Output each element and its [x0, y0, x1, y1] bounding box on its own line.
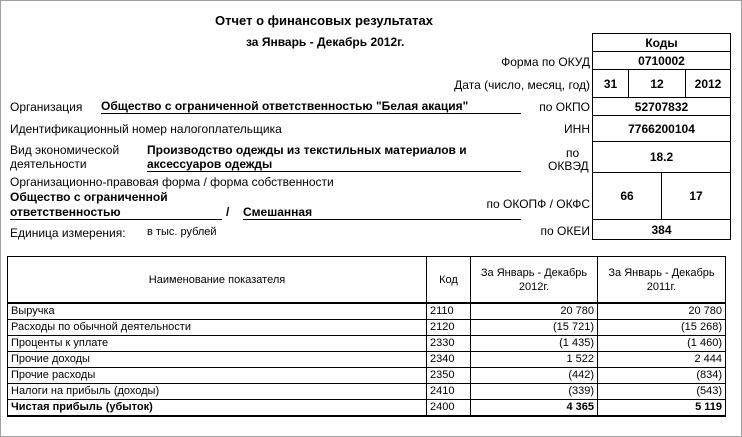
legal-form-label: Организационно-правовая форма / форма собственности — [10, 175, 334, 189]
row-name: Налоги на прибыль (доходы) — [8, 384, 427, 400]
row-current: (15 721) — [471, 320, 598, 336]
date-year: 2012 — [685, 69, 731, 98]
okopf-value: 66 — [592, 172, 662, 220]
org-value: Общество с ограниченной ответственностью "Белая акация" — [101, 99, 521, 114]
row-name: Чистая прибыль (убыток) — [8, 400, 427, 417]
date-label: Дата (число, месяц, год) — [454, 78, 590, 92]
legal-slash: / — [226, 205, 230, 219]
report-title: Отчет о финансовых результатах — [215, 13, 433, 28]
row-code: 2410 — [427, 384, 471, 400]
table-row — [8, 303, 726, 320]
inn-code-label: ИНН — [564, 122, 590, 136]
row-code: 2350 — [427, 368, 471, 384]
table-row — [8, 352, 726, 368]
report-period: за Январь - Декабрь 2012г. — [246, 35, 405, 49]
row-name: Прочие доходы — [8, 352, 427, 368]
inn-label: Идентификационный номер налогоплательщика — [10, 122, 282, 136]
row-current: (1 435) — [471, 336, 598, 352]
row-code: 2400 — [427, 400, 471, 417]
col-header-previous: За Январь - Декабрь 2011г. — [598, 257, 726, 304]
ownership-value: Смешанная — [243, 205, 521, 220]
org-label: Организация — [10, 100, 83, 114]
row-previous: 5 119 — [598, 400, 726, 417]
okud-value: 0710002 — [592, 51, 731, 70]
activity-label-2: деятельности — [10, 157, 87, 171]
row-code: 2340 — [427, 352, 471, 368]
codes-header: Коды — [592, 33, 731, 52]
table-row — [8, 336, 726, 352]
table-row-total — [8, 400, 726, 417]
col-header-current: За Январь - Декабрь 2012г. — [471, 257, 598, 304]
row-previous: (543) — [598, 384, 726, 400]
row-previous: (15 268) — [598, 320, 726, 336]
table-header-row — [8, 257, 726, 304]
okved-label-1: по — [566, 146, 580, 160]
row-previous: (1 460) — [598, 336, 726, 352]
row-current: (339) — [471, 384, 598, 400]
activity-label-1: Вид экономической — [10, 143, 120, 157]
okved-value: 18.2 — [592, 141, 731, 173]
table-row — [8, 384, 726, 400]
row-code: 2120 — [427, 320, 471, 336]
row-name: Выручка — [8, 303, 427, 320]
legal-form-value-2: ответственностью — [10, 205, 222, 220]
row-name: Проценты к уплате — [8, 336, 427, 352]
okpo-value: 52707832 — [592, 97, 731, 116]
unit-value: в тыс. рублей — [147, 226, 217, 238]
col-header-name: Наименование показателя — [8, 257, 427, 304]
row-current: 1 522 — [471, 352, 598, 368]
inn-value: 7766200104 — [592, 115, 731, 142]
date-day: 31 — [592, 69, 629, 98]
row-name: Расходы по обычной деятельности — [8, 320, 427, 336]
okei-value: 384 — [592, 219, 731, 240]
row-current: (442) — [471, 368, 598, 384]
financial-results-table — [7, 256, 726, 417]
okud-label: Форма по ОКУД — [501, 55, 590, 69]
row-current: 20 780 — [471, 303, 598, 320]
row-previous: 2 444 — [598, 352, 726, 368]
date-month: 12 — [628, 69, 686, 98]
okei-label: по ОКЕИ — [540, 224, 590, 238]
table-row — [8, 320, 726, 336]
row-name: Прочие расходы — [8, 368, 427, 384]
okopf-label: по ОКОПФ / ОКФС — [486, 197, 590, 211]
legal-form-value-1: Общество с ограниченной — [10, 190, 168, 204]
activity-value-1: Производство одежды из текстильных материалов и — [147, 143, 467, 157]
row-current: 4 365 — [471, 400, 598, 417]
table-row — [8, 368, 726, 384]
unit-label: Единица измерения: — [10, 226, 126, 240]
activity-value-2: аксессуаров одежды — [147, 157, 521, 172]
okfs-value: 17 — [661, 172, 731, 220]
row-code: 2330 — [427, 336, 471, 352]
row-previous: (834) — [598, 368, 726, 384]
okpo-label: по ОКПО — [539, 100, 590, 114]
okved-label-2: ОКВЭД — [548, 159, 589, 173]
col-header-code: Код — [427, 257, 471, 304]
row-code: 2110 — [427, 303, 471, 320]
row-previous: 20 780 — [598, 303, 726, 320]
